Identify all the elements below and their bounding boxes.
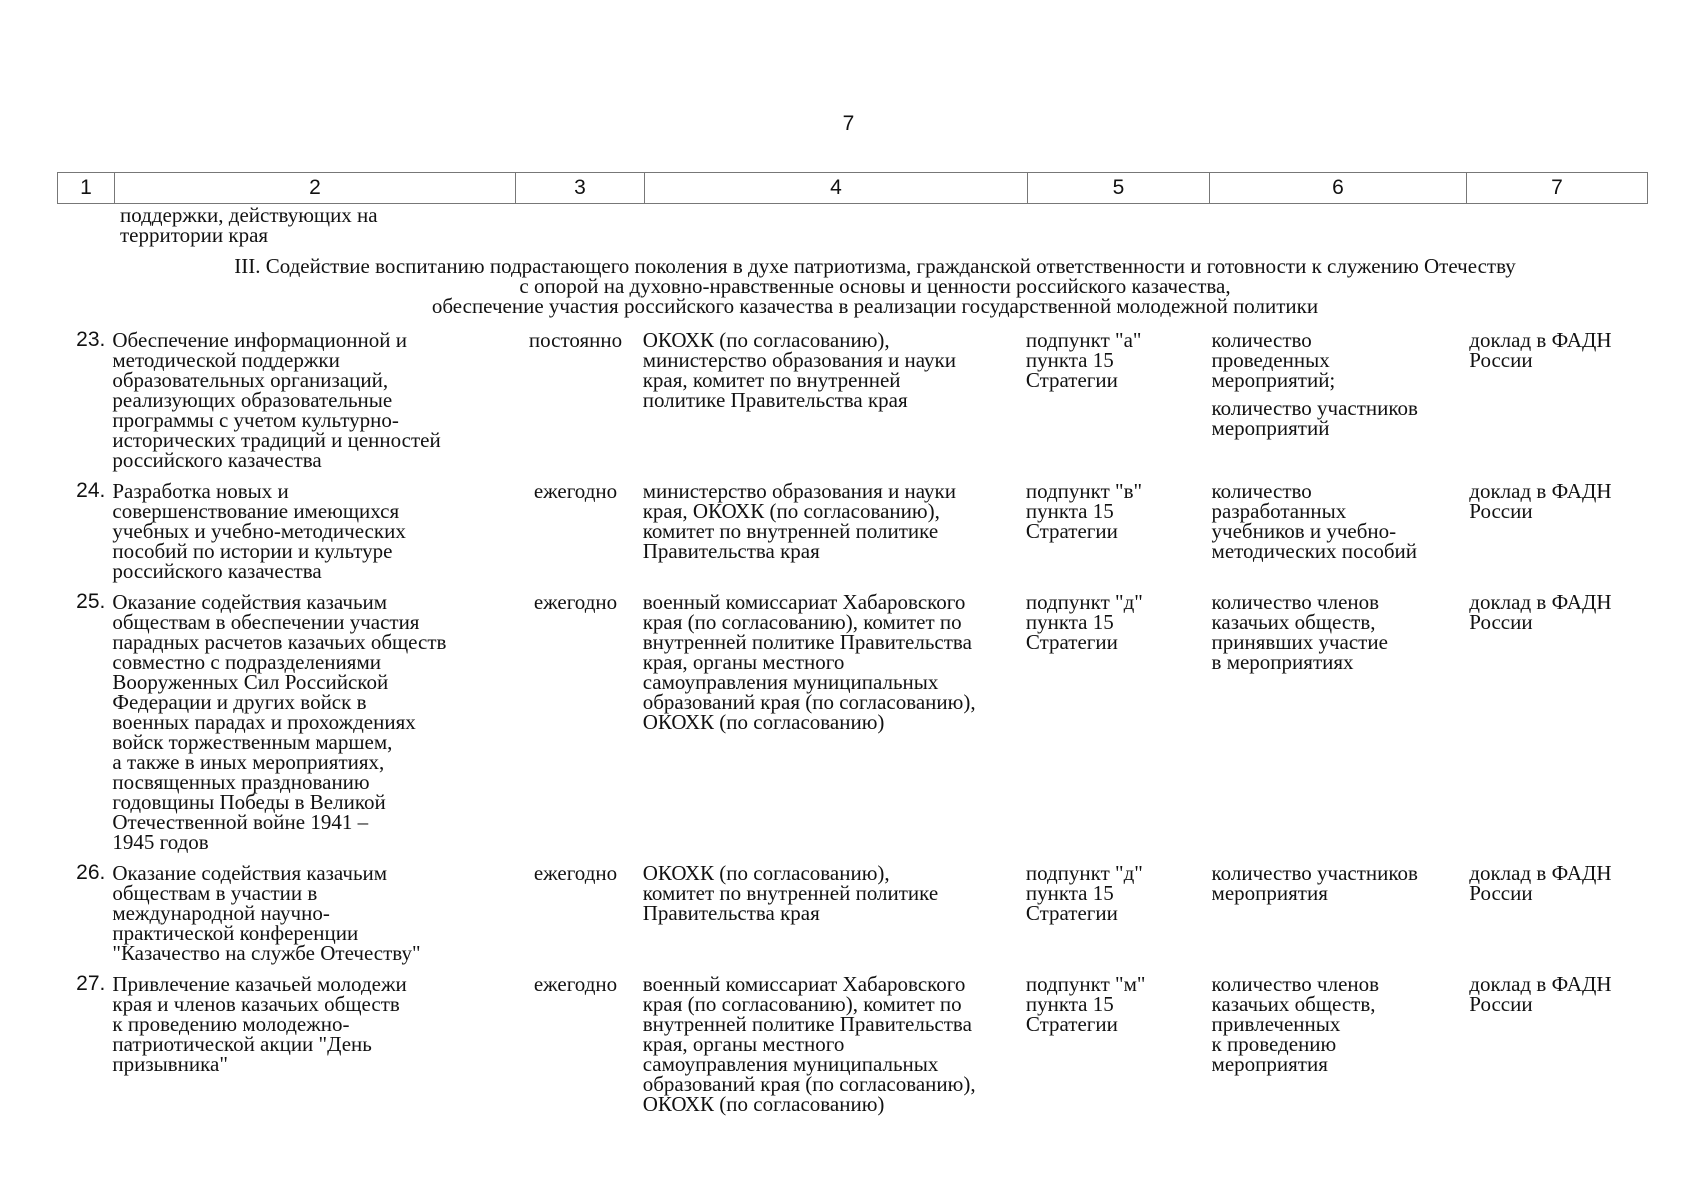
table-row (57, 481, 1647, 581)
text-line: Правительства края (642, 539, 820, 563)
text-line: пункта 15 (1025, 992, 1114, 1016)
report-cell (1463, 330, 1647, 370)
text-line: подпункт "д" (1025, 861, 1143, 885)
continued-text (120, 205, 378, 245)
indicator-cell (1206, 863, 1464, 903)
text-line: мероприятий; (1211, 368, 1336, 392)
executors-cell (637, 330, 1020, 410)
text-line: подпункт "д" (1025, 590, 1143, 614)
text-line: парадных расчетов казачьих обществ (112, 630, 447, 654)
basis-cell (1020, 863, 1206, 923)
text-line: исторических традиций и ценностей (112, 428, 441, 452)
text-line: годовщины Победы в Великой (112, 790, 386, 814)
text-line: доклад в ФАДН (1469, 590, 1612, 614)
text-line: края, ОКОХК (по согласованию), (642, 499, 940, 523)
text-line: доклад в ФАДН (1469, 972, 1612, 996)
text-line: количество (1211, 328, 1312, 352)
text-line: обществам в обеспечении участия (112, 610, 420, 634)
report-cell (1463, 863, 1647, 903)
text-line: министерство образования и науки (642, 348, 956, 372)
text-line: российского казачества (112, 559, 322, 583)
text-line: казачьих обществ, (1211, 610, 1376, 634)
text-line: "Казачество на службе Отечеству" (112, 941, 421, 965)
text-line: учебных и учебно-методических (112, 519, 406, 543)
text-line: Стратегии (1025, 1012, 1118, 1036)
measure-cell (112, 592, 514, 852)
text-line: комитет по внутренней политике (642, 881, 939, 905)
text-line: разработанных (1211, 499, 1347, 523)
basis-cell (1020, 481, 1206, 541)
text-line: Оказание содействия казачьим (112, 590, 388, 614)
text-line: 1945 годов (112, 830, 209, 854)
text-line: ОКОХК (по согласованию) (642, 710, 885, 734)
section-title-line: обеспечение участия российского казачества в реализации государственной молодежной политики (431, 294, 1319, 318)
text-line: количество членов (1211, 590, 1380, 614)
text-line: пункта 15 (1025, 881, 1114, 905)
text-line: казачьих обществ, (1211, 992, 1376, 1016)
text-line: посвященных празднованию (112, 770, 370, 794)
text-line: доклад в ФАДН (1469, 479, 1612, 503)
column-number-cell: 5 (1028, 173, 1210, 204)
text-line: призывника" (112, 1052, 228, 1076)
text-line: министерство образования и науки (642, 479, 956, 503)
text-line: количество членов (1211, 972, 1380, 996)
section-title (95, 256, 1655, 316)
text-line: пункта 15 (1025, 348, 1114, 372)
executors-cell (637, 863, 1020, 923)
measure-cell (112, 481, 514, 581)
text-line: методических пособий (1211, 539, 1418, 563)
row-number: 23. (76, 328, 106, 351)
text-line: военный комиссариат Хабаровского (642, 972, 966, 996)
text-line: Отечественной войне 1941 – (112, 810, 369, 834)
executors-cell (637, 592, 1020, 732)
page-number: 7 (842, 112, 855, 135)
measure-cell (112, 863, 514, 963)
indicator-cell (1206, 592, 1464, 672)
text-line: комитет по внутренней политике (642, 519, 939, 543)
plan-table-body (57, 330, 1647, 1114)
text-line: российского казачества (112, 448, 322, 472)
term-cell: ежегодно (533, 861, 618, 885)
text-line: Привлечение казачьей молодежи (112, 972, 407, 996)
text-line: доклад в ФАДН (1469, 861, 1612, 885)
text-line: Стратегии (1025, 630, 1118, 654)
text-line: Оказание содействия казачьим (112, 861, 388, 885)
text-line: практической конференции (112, 921, 359, 945)
text-line: России (1469, 992, 1533, 1016)
text-line: проведенных (1211, 348, 1330, 372)
text-line: Федерации и других войск в (112, 690, 367, 714)
text-line: образований края (по согласованию), (642, 690, 976, 714)
row-number: 26. (76, 861, 106, 884)
report-cell (1463, 481, 1647, 521)
text-line: края, комитет по внутренней (642, 368, 901, 392)
indicator-cell (1206, 974, 1464, 1074)
row-number: 27. (76, 972, 106, 995)
text-line: политике Правительства края (642, 388, 908, 412)
table-row (57, 974, 1647, 1114)
text-line: подпункт "в" (1025, 479, 1143, 503)
text-line: подпункт "а" (1025, 328, 1142, 352)
column-number-cell: 3 (516, 173, 645, 204)
section-title-line: с опорой на духовно-нравственные основы и ценности российского казачества, (519, 274, 1231, 298)
text-line: территории края (120, 223, 269, 247)
text-line: самоуправления муниципальных (642, 1052, 939, 1076)
indicator-cell (1206, 330, 1464, 438)
basis-cell (1020, 592, 1206, 652)
term-cell: ежегодно (533, 479, 618, 503)
text-line: к проведению (1211, 1032, 1337, 1056)
text-line: края (по согласованию), комитет по (642, 992, 962, 1016)
basis-cell (1020, 330, 1206, 390)
measure-cell (112, 974, 514, 1074)
text-line: совершенствование имеющихся (112, 499, 400, 523)
text-line: пособий по истории и культуре (112, 539, 393, 563)
table-row (57, 863, 1647, 963)
column-header-table (57, 172, 1648, 204)
text-line: Стратегии (1025, 901, 1118, 925)
text-line: войск торжественным маршем, (112, 730, 393, 754)
section-title-line: III. Содействие воспитанию подрастающего поколения в духе патриотизма, гражданской ответственности и готовности к служению Отечеству (234, 254, 1516, 278)
text-line: количество участников (1211, 396, 1418, 420)
table-row (57, 330, 1647, 470)
text-line: международной научно- (112, 901, 330, 925)
report-cell (1463, 974, 1647, 1014)
text-line: края, органы местного (642, 650, 845, 674)
text-line: патриотической акции "День (112, 1032, 372, 1056)
text-line: обществам в участии в (112, 881, 318, 905)
text-line: края, органы местного (642, 1032, 845, 1056)
text-line: мероприятий (1211, 416, 1330, 440)
report-cell (1463, 592, 1647, 632)
executors-cell (637, 974, 1020, 1114)
text-line: а также в иных мероприятиях, (112, 750, 385, 774)
column-header-row (58, 173, 1648, 204)
column-number-cell: 6 (1210, 173, 1467, 204)
text-line: мероприятия (1211, 881, 1328, 905)
basis-cell (1020, 974, 1206, 1034)
text-line: России (1469, 499, 1533, 523)
text-line: образовательных организаций, (112, 368, 389, 392)
indicator-cell (1206, 481, 1464, 561)
text-line: внутренней политике Правительства (642, 1012, 972, 1036)
text-line: к проведению молодежно- (112, 1012, 350, 1036)
text-line: программы с учетом культурно- (112, 408, 399, 432)
text-line: образований края (по согласованию), (642, 1072, 976, 1096)
text-line: России (1469, 610, 1533, 634)
term-cell: ежегодно (533, 972, 618, 996)
text-line: ОКОХК (по согласованию), (642, 861, 890, 885)
text-line: Стратегии (1025, 368, 1118, 392)
text-line: военных парадах и прохождениях (112, 710, 416, 734)
text-line: Обеспечение информационной и (112, 328, 407, 352)
text-line: подпункт "м" (1025, 972, 1146, 996)
column-number-cell: 1 (58, 173, 115, 204)
text-line: ОКОХК (по согласованию), (642, 328, 890, 352)
text-line: Вооруженных Сил Российской (112, 670, 389, 694)
text-line: учебников и учебно- (1211, 519, 1397, 543)
term-cell: ежегодно (533, 590, 618, 614)
text-line: края (по согласованию), комитет по (642, 610, 962, 634)
column-number-cell: 4 (645, 173, 1028, 204)
text-line: количество участников (1211, 861, 1418, 885)
text-line: Правительства края (642, 901, 820, 925)
text-line: принявших участие (1211, 630, 1388, 654)
measure-cell (112, 330, 514, 470)
text-line: реализующих образовательные (112, 388, 393, 412)
text-line: привлеченных (1211, 1012, 1341, 1036)
text-line: ОКОХК (по согласованию) (642, 1092, 885, 1116)
text-line: России (1469, 348, 1533, 372)
row-number: 24. (76, 479, 106, 502)
text-line: военный комиссариат Хабаровского (642, 590, 966, 614)
text-line: Разработка новых и (112, 479, 289, 503)
text-line: России (1469, 881, 1533, 905)
text-line: самоуправления муниципальных (642, 670, 939, 694)
text-line: поддержки, действующих на (120, 203, 378, 227)
executors-cell (637, 481, 1020, 561)
text-line: мероприятия (1211, 1052, 1328, 1076)
text-line: методической поддержки (112, 348, 340, 372)
text-line: внутренней политике Правительства (642, 630, 972, 654)
text-line: в мероприятиях (1211, 650, 1354, 674)
row-number: 25. (76, 590, 106, 613)
text-line: совместно с подразделениями (112, 650, 381, 674)
text-line: доклад в ФАДН (1469, 328, 1612, 352)
column-number-cell: 2 (115, 173, 516, 204)
text-line: количество (1211, 479, 1312, 503)
column-number-cell: 7 (1467, 173, 1648, 204)
text-line: пункта 15 (1025, 610, 1114, 634)
text-line: края и членов казачьих обществ (112, 992, 400, 1016)
text-line: Стратегии (1025, 519, 1118, 543)
text-line: пункта 15 (1025, 499, 1114, 523)
term-cell: постоянно (528, 328, 623, 352)
table-row (57, 592, 1647, 852)
